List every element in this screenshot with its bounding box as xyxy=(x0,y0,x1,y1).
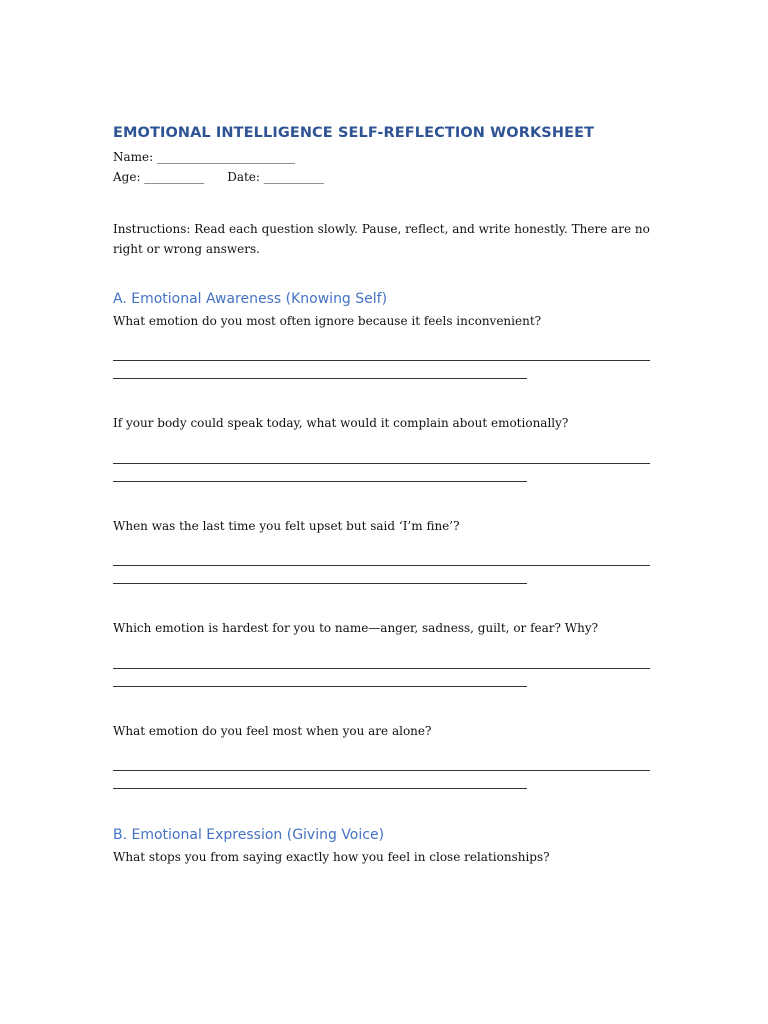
question-a2: If your body could speak today, what would it complain about emotionally? xyxy=(113,416,569,430)
age-date-field: Age: __________ Date: __________ xyxy=(113,170,324,184)
name-field: Name: _______________________ xyxy=(113,150,295,164)
answer-line xyxy=(113,378,527,379)
answer-line xyxy=(113,770,650,771)
section-heading-emotional-awareness: A. Emotional Awareness (Knowing Self) xyxy=(113,291,388,307)
question-a4: Which emotion is hardest for you to name—anger, sadness, guilt, or fear? Why? xyxy=(113,621,599,635)
answer-line xyxy=(113,463,650,464)
question-a5: What emotion do you feel most when you are alone? xyxy=(113,724,432,738)
answer-line xyxy=(113,788,527,789)
worksheet-title: EMOTIONAL INTELLIGENCE SELF-REFLECTION WORKSHEET xyxy=(113,125,595,141)
answer-line xyxy=(113,565,650,566)
answer-line xyxy=(113,360,650,361)
instructions-paragraph: Instructions: Read each question slowly. Pause, reflect, and write honestly. There are no right or wrong answers. xyxy=(113,222,650,256)
answer-line xyxy=(113,686,527,687)
question-b1: What stops you from saying exactly how you feel in close relationships? xyxy=(113,850,550,864)
answer-line xyxy=(113,668,650,669)
answer-line xyxy=(113,481,527,482)
answer-line xyxy=(113,583,527,584)
section-heading-emotional-expression: B. Emotional Expression (Giving Voice) xyxy=(113,827,385,843)
question-a1: What emotion do you most often ignore because it feels inconvenient? xyxy=(113,314,542,328)
question-a3: When was the last time you felt upset but said ‘I’m fine’? xyxy=(113,519,460,533)
